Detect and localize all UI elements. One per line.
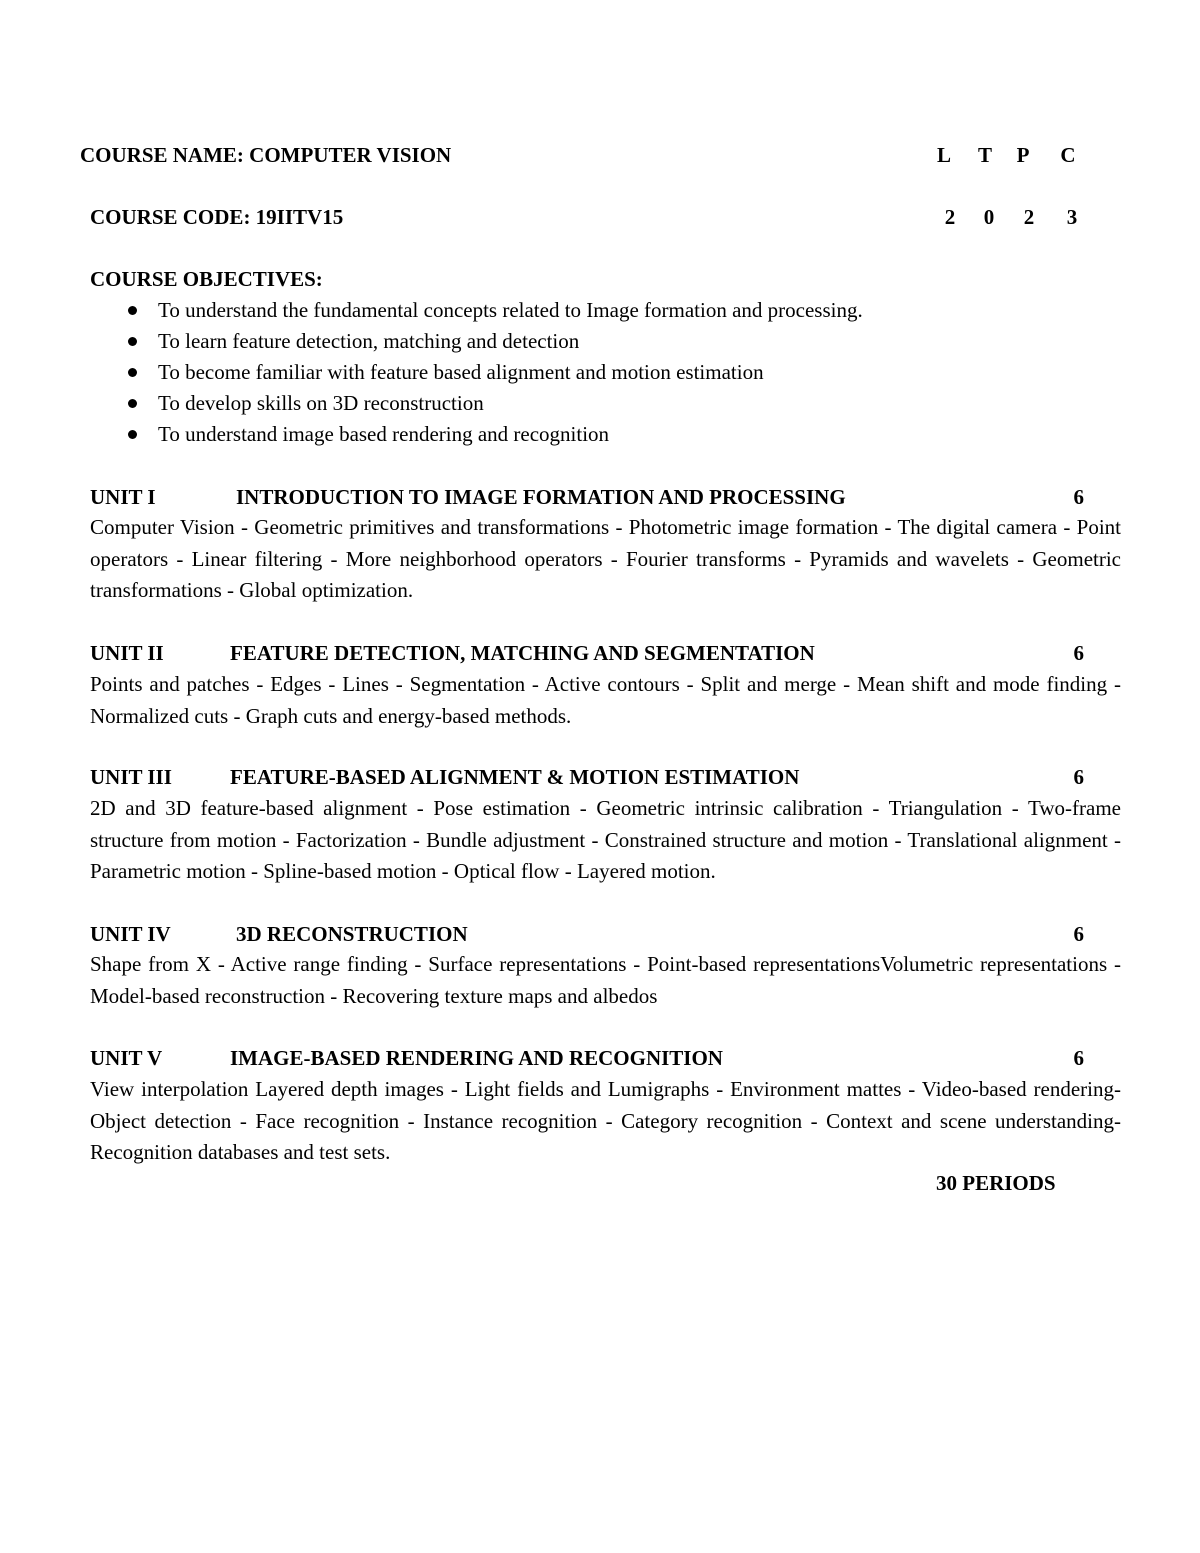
ltpc-value-t: 0 bbox=[983, 205, 995, 229]
unit-5-heading bbox=[90, 1043, 1100, 1073]
unit-1-content: Computer Vision - Geometric primitives and transformations - Photometric image formation - The digital camera - Point operators - Linear filtering - More neighborhood operators - Fourier transforms - Pyramids and wavelets - Geometric transformations - Global optimization. bbox=[90, 515, 1121, 602]
ltpc-label-t: T bbox=[977, 143, 992, 167]
ltpc-label-l: L bbox=[936, 143, 951, 167]
course-name: COURSE NAME: COMPUTER VISION bbox=[80, 143, 452, 167]
course-name-row bbox=[80, 140, 1120, 170]
unit-2-content: Points and patches - Edges - Lines - Segmentation - Active contours - Split and merge - Mean shift and mode finding - Normalized cuts - Graph cuts and energy-based methods. bbox=[90, 672, 1121, 728]
objective-item: To develop skills on 3D reconstruction bbox=[90, 388, 1090, 419]
course-code-row bbox=[90, 202, 1130, 232]
bullet-icon bbox=[128, 368, 137, 377]
unit-3-content: 2D and 3D feature-based alignment - Pose estimation - Geometric intrinsic calibration - Triangulation - Two-frame structure from motion - Factorization - Bundle adjustment - Constrained structure and motion - Translational alignment - Parametric motion - Spline-based motion - Optical flow - Layered motion. bbox=[90, 796, 1121, 883]
ltpc-label-c: C bbox=[1060, 143, 1076, 167]
bullet-icon bbox=[128, 399, 137, 408]
objective-item: To understand image based rendering and recognition bbox=[90, 419, 1090, 450]
unit-title: 3D RECONSTRUCTION bbox=[236, 922, 468, 946]
unit-2-heading bbox=[90, 638, 1100, 668]
unit-number: UNIT II bbox=[90, 641, 164, 665]
unit-title: FEATURE-BASED ALIGNMENT & MOTION ESTIMATION bbox=[230, 765, 800, 789]
objective-item: To learn feature detection, matching and detection bbox=[90, 326, 1090, 357]
objective-item: To understand the fundamental concepts related to Image formation and processing. bbox=[90, 295, 1090, 326]
unit-hours: 6 bbox=[1073, 1046, 1084, 1070]
ltpc-value-c: 3 bbox=[1066, 205, 1078, 229]
ltpc-value-l: 2 bbox=[944, 205, 956, 229]
total-periods: 30 PERIODS bbox=[936, 1171, 1056, 1195]
course-code: COURSE CODE: 19IITV15 bbox=[90, 205, 344, 229]
unit-title: INTRODUCTION TO IMAGE FORMATION AND PROCESSING bbox=[236, 485, 846, 509]
unit-hours: 6 bbox=[1073, 765, 1084, 789]
unit-number: UNIT V bbox=[90, 1046, 163, 1070]
ltpc-value-p: 2 bbox=[1023, 205, 1035, 229]
objectives-heading: COURSE OBJECTIVES: bbox=[90, 267, 323, 291]
unit-1-heading bbox=[90, 482, 1100, 512]
objectives-list bbox=[90, 295, 1090, 450]
unit-number: UNIT IV bbox=[90, 922, 171, 946]
unit-4-heading bbox=[90, 919, 1100, 949]
unit-number: UNIT I bbox=[90, 485, 156, 509]
unit-5-content: View interpolation Layered depth images - Light fields and Lumigraphs - Environment mattes - Video-based rendering-Object detection - Face recognition - Instance recognition - Category recognition - Context and scene understanding- Recognition databases and test sets. bbox=[90, 1077, 1121, 1164]
unit-title: IMAGE-BASED RENDERING AND RECOGNITION bbox=[230, 1046, 723, 1070]
objective-item: To become familiar with feature based alignment and motion estimation bbox=[90, 357, 1090, 388]
bullet-icon bbox=[128, 306, 137, 315]
ltpc-label-p: P bbox=[1016, 143, 1030, 167]
unit-hours: 6 bbox=[1073, 641, 1084, 665]
unit-3-heading bbox=[90, 762, 1100, 792]
unit-hours: 6 bbox=[1073, 922, 1084, 946]
unit-title: FEATURE DETECTION, MATCHING AND SEGMENTATION bbox=[230, 641, 815, 665]
unit-4-content: Shape from X - Active range finding - Surface representations - Point-based representationsVolumetric representations - Model-based reconstruction - Recovering texture maps and albedos bbox=[90, 952, 1121, 1008]
unit-hours: 6 bbox=[1073, 485, 1084, 509]
unit-number: UNIT III bbox=[90, 765, 172, 789]
bullet-icon bbox=[128, 337, 137, 346]
bullet-icon bbox=[128, 430, 137, 439]
